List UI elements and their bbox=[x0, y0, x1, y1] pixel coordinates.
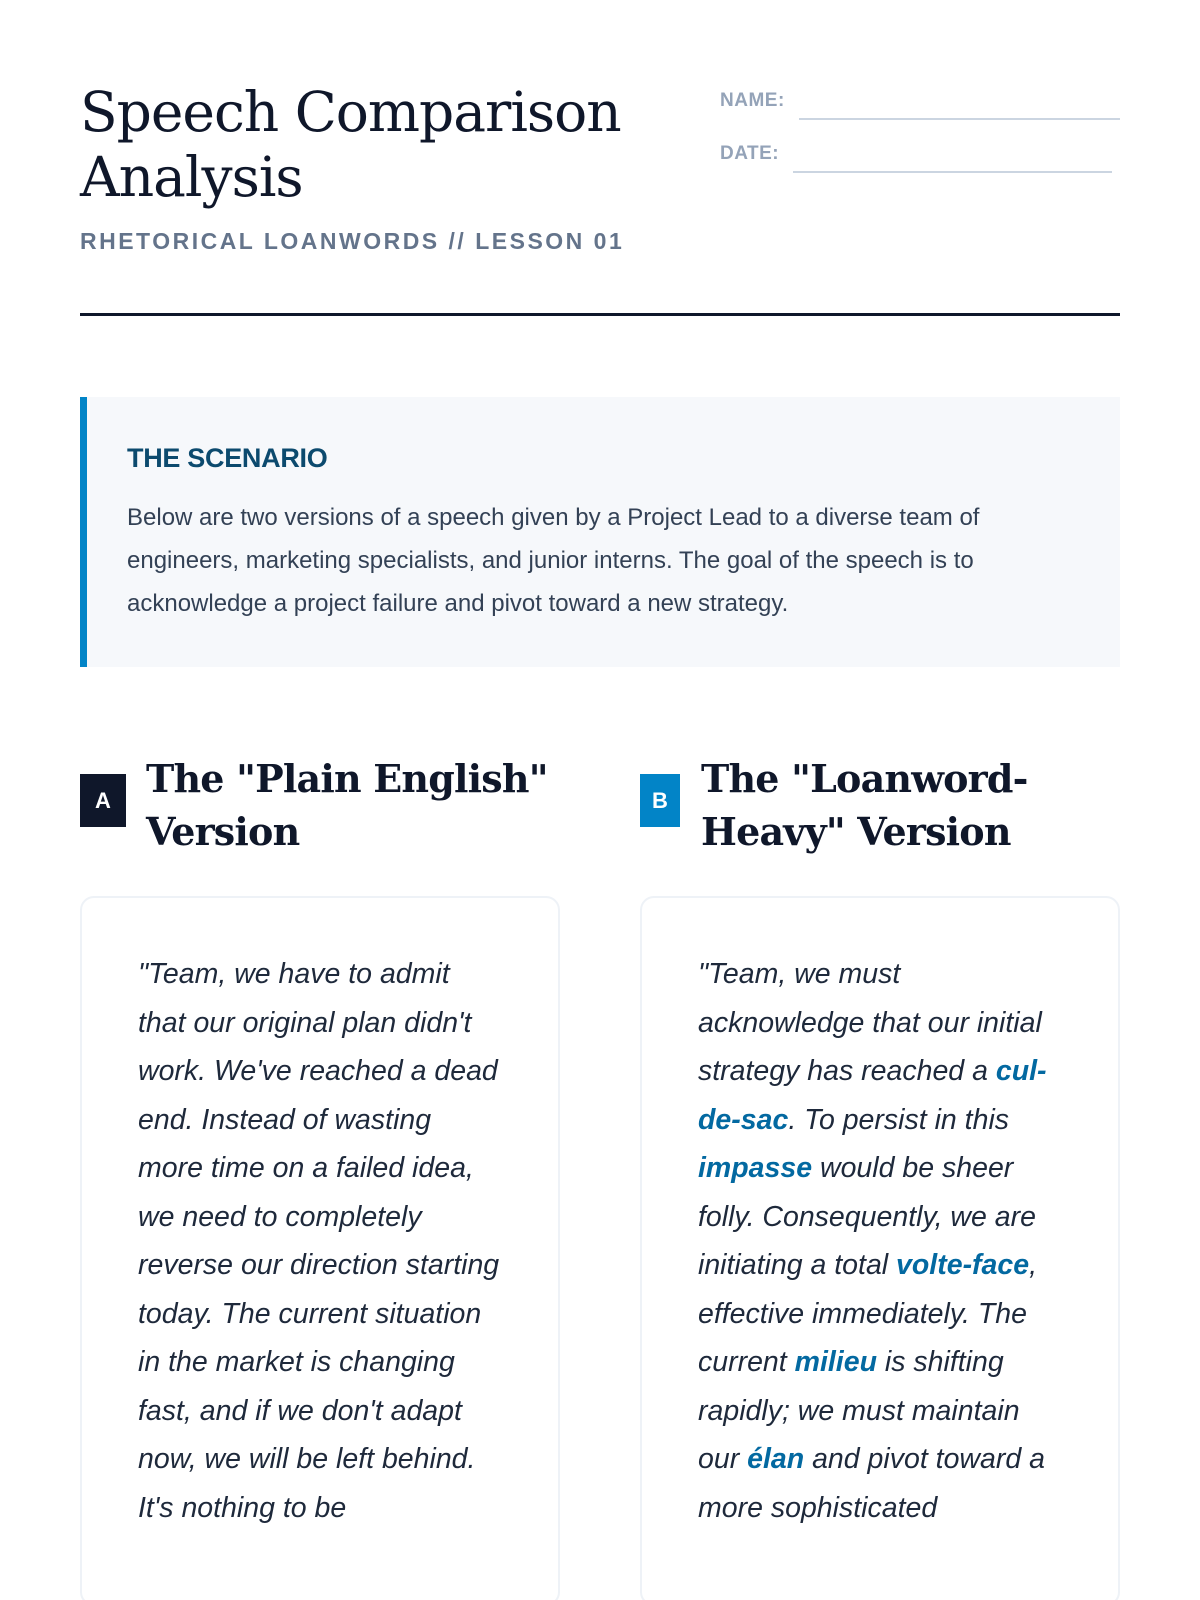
name-line[interactable] bbox=[799, 80, 1120, 120]
scenario-box bbox=[80, 397, 1120, 667]
page-title: Speech Comparison Analysis bbox=[80, 80, 621, 209]
speech-text: , effective immediately. The current bbox=[698, 1249, 1038, 1378]
scenario-text: Below are two versions of a speech given by a Project Lead to a diverse team of engineers, marketing specialists, and junior interns. The goal of the speech is to acknowledge a project failure and pivot toward a new strategy. bbox=[127, 504, 980, 617]
date-label: DATE: bbox=[720, 143, 780, 164]
name-field-row bbox=[720, 80, 1120, 120]
date-line[interactable] bbox=[793, 133, 1112, 173]
loanword-milieu: milieu bbox=[794, 1346, 877, 1378]
speech-text: would be sheer folly. Consequently, we are initiating a total bbox=[698, 1152, 1036, 1281]
version-a-header bbox=[80, 752, 560, 862]
loanword-impasse: impasse bbox=[698, 1152, 813, 1184]
speech-text: and pivot toward a more sophisticated bbox=[698, 1443, 1045, 1524]
version-b-speech bbox=[698, 950, 1062, 1532]
version-b-title: The "Loanword-Heavy" Version bbox=[701, 756, 1028, 854]
name-label: NAME: bbox=[720, 90, 785, 111]
version-a-title: The "Plain English" Version bbox=[146, 756, 548, 854]
version-a-badge: A bbox=[80, 774, 126, 827]
version-b-header bbox=[640, 752, 1120, 862]
loanword-cul-de-sac: cul-de-sac bbox=[698, 1055, 1047, 1136]
date-field-row bbox=[720, 133, 1112, 173]
speech-text: is shifting rapidly; we must maintain our bbox=[698, 1346, 1020, 1475]
version-b-speech-card bbox=[640, 896, 1120, 1600]
speech-text: "Team, we must acknowledge that our initial strategy has reached a bbox=[698, 958, 1042, 1087]
loanword-elan: élan bbox=[747, 1443, 805, 1475]
version-a-speech: "Team, we have to admit that our original plan didn't work. We've reached a dead end. Instead of wasting more time on a failed idea, we need to completely reverse our direction starting today. The current situation in the market is changing fast, and if we don't adapt now, we will be left behind. It's nothing to be bbox=[138, 958, 500, 1524]
speech-text: . To persist in this bbox=[788, 1103, 1010, 1136]
version-a-speech-card bbox=[80, 896, 560, 1600]
loanword-volte-face: volte-face bbox=[896, 1249, 1030, 1281]
scenario-title: THE SCENARIO bbox=[127, 443, 328, 473]
page-subtitle: RHETORICAL LOANWORDS // LESSON 01 bbox=[80, 228, 625, 254]
version-b-column bbox=[640, 752, 1120, 1524]
version-b-badge: B bbox=[640, 774, 680, 827]
page-header bbox=[80, 80, 1120, 316]
version-a-column bbox=[80, 752, 560, 1524]
